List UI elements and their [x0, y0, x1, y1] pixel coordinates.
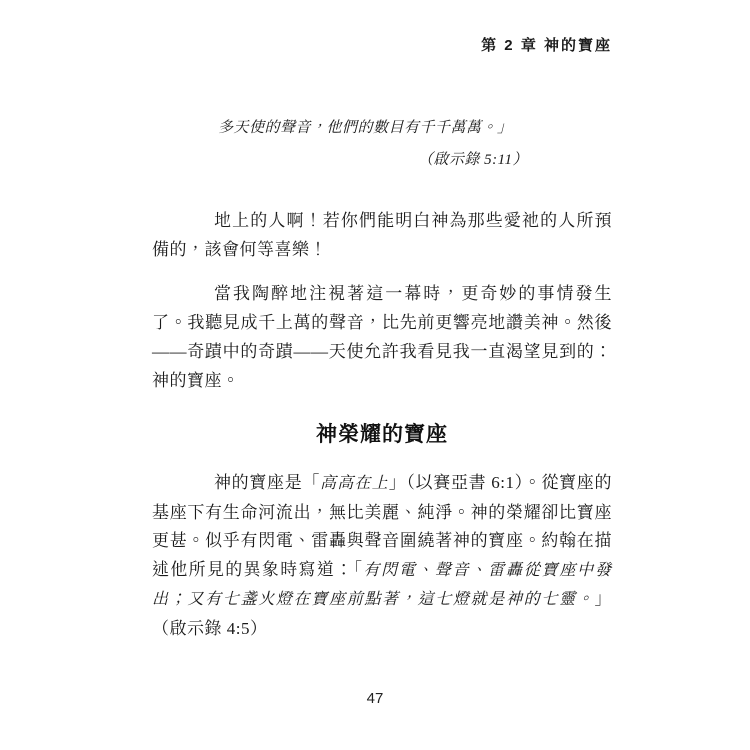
paragraph-3-segment-kai-quote: 高高在上	[320, 475, 389, 492]
scripture-quote-citation: （啟示錄 5:11）	[417, 152, 528, 168]
chapter-header: 第 2 章 神的寶座	[481, 37, 612, 54]
paragraph-3-segment-normal: 」（以賽亞書 6:1）。從寶座的基座下有生命河流出，無比美麗、純淨。神的榮耀卻比寶座更甚。似乎有閃電、雷轟與聲音圍繞著神的寶座。約翰在描述他所見的異象時寫道：「	[152, 473, 612, 579]
page-number: 47	[366, 690, 384, 707]
scripture-quote-text: 多天使的聲音，他們的數目有千千萬萬。」	[218, 120, 513, 136]
paragraph-2: 當我陶醉地注視著這一幕時，更奇妙的事情發生了。我聽見成千上萬的聲音，比先前更響亮地讚美神。然後——奇蹟中的奇蹟——天使允許我看見我一直渴望見到的：神的寶座。	[152, 284, 612, 390]
section-heading: 神榮耀的寶座	[316, 422, 448, 447]
paragraph-3	[152, 469, 612, 643]
paragraph-3-segment-normal: 神的寶座是「	[214, 473, 321, 492]
paragraph-1: 地上的人啊！若你們能明白神為那些愛祂的人所預備的，該會何等喜樂！	[152, 211, 612, 259]
paragraph-3-segment-normal: 」（啟示錄 4:5）	[152, 589, 612, 638]
paragraph-3-segment-kai-quote: 有閃電、聲音、雷轟從寶座中發出；又有七盞火燈在寶座前點著，這七燈就是神的七靈。	[152, 561, 612, 608]
